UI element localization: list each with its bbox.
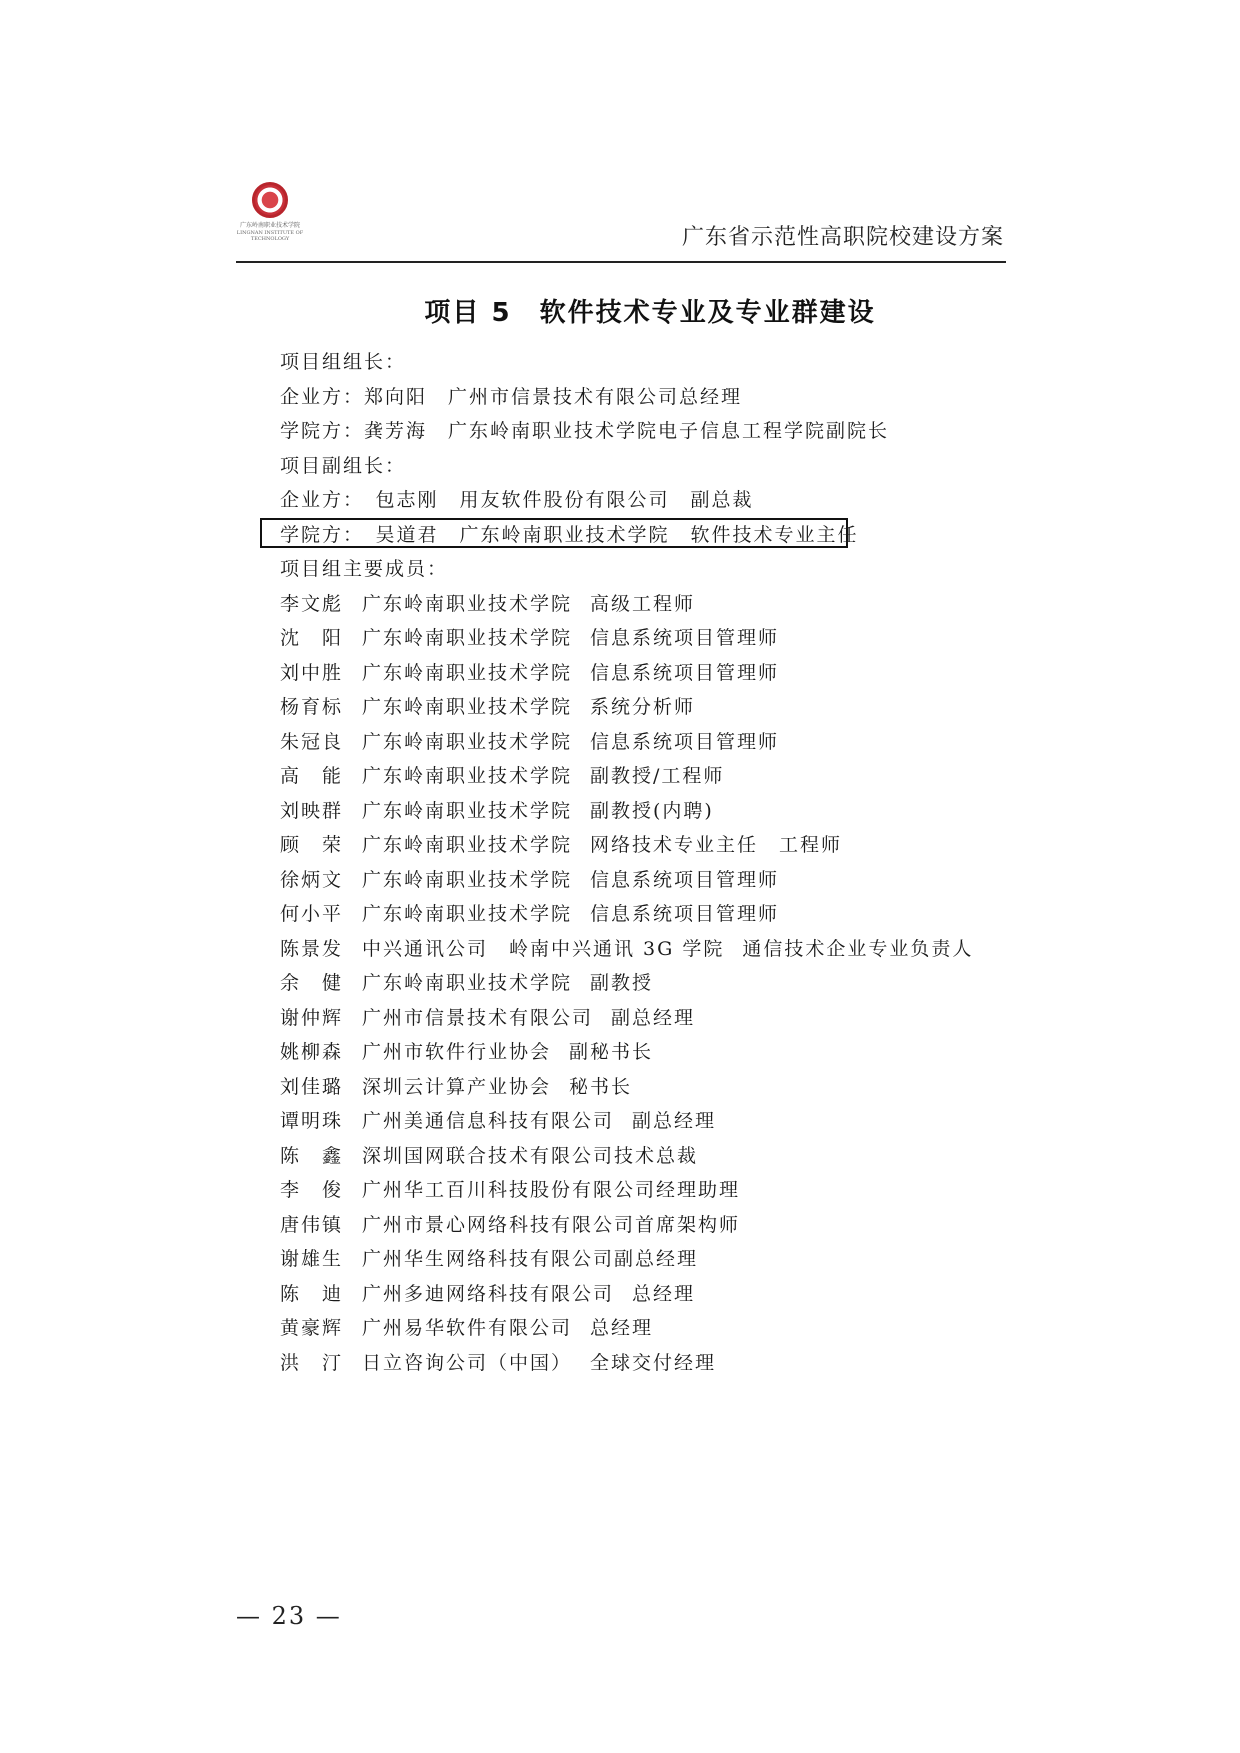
member-name: 黄豪辉 xyxy=(280,1317,344,1339)
member-name: 谢雄生 xyxy=(280,1248,344,1270)
member-title: 网络技术专业主任 工程师 xyxy=(590,834,843,856)
member-list xyxy=(280,345,1040,1380)
member-name: 谢仲辉 xyxy=(280,1006,344,1029)
member-organization: 广东岭南职业技术学院 xyxy=(362,730,573,753)
logo-caption: 广东岭南职业技术学院 xyxy=(239,222,300,229)
member-title: 信息系统项目管理师 xyxy=(590,868,780,891)
member-organization: 广东岭南职业技术学院 xyxy=(362,972,573,994)
member-name: 陈 鑫 xyxy=(280,1144,344,1167)
member-name: 刘佳璐 xyxy=(280,1075,344,1098)
member-row xyxy=(280,1070,1040,1105)
member-title: 信息系统项目管理师 xyxy=(590,903,780,925)
member-name: 谭明珠 xyxy=(280,1110,344,1132)
member-title: 通信技术企业专业负责人 xyxy=(742,937,974,960)
member-title: 全球交付经理 xyxy=(590,1351,717,1374)
member-organization: 广东岭南职业技术学院 xyxy=(362,696,573,718)
member-row xyxy=(280,690,1040,725)
deputy-college: 学院方： 吴道君 广东岭南职业技术学院 软件技术专业主任 xyxy=(280,523,859,546)
college-seal-icon xyxy=(252,182,288,218)
member-name: 李 俊 xyxy=(280,1179,344,1201)
member-row xyxy=(280,1242,1040,1277)
member-organization: 广州华工百川科技股份有限公司经理助理 xyxy=(362,1179,741,1201)
member-name: 杨育标 xyxy=(280,696,344,718)
member-organization: 日立咨询公司（中国） xyxy=(362,1351,573,1374)
logo-caption-en: LINGNAN INSTITUTE OF TECHNOLOGY xyxy=(236,230,304,242)
member-row xyxy=(280,1277,1040,1312)
member-row xyxy=(280,794,1040,829)
member-title: 信息系统项目管理师 xyxy=(590,627,780,649)
members-label: 项目组主要成员： xyxy=(280,558,449,580)
member-row xyxy=(280,587,1040,622)
member-organization: 广东岭南职业技术学院 xyxy=(362,661,573,684)
member-name: 顾 荣 xyxy=(280,834,344,856)
member-row xyxy=(280,1139,1040,1174)
member-name: 姚柳森 xyxy=(280,1041,344,1063)
member-organization: 广东岭南职业技术学院 xyxy=(362,627,573,649)
member-row xyxy=(280,828,1040,863)
member-organization: 广东岭南职业技术学院 xyxy=(362,868,573,891)
leader-college: 学院方：龚芳海 广东岭南职业技术学院电子信息工程学院副院长 xyxy=(280,420,890,442)
member-organization: 广州市景心网络科技有限公司首席架构师 xyxy=(362,1213,741,1236)
member-name: 沈 阳 xyxy=(280,627,344,649)
member-title: 副总经理 xyxy=(611,1006,696,1029)
member-row xyxy=(280,1001,1040,1036)
member-name: 余 健 xyxy=(280,972,344,994)
member-organization: 广东岭南职业技术学院 xyxy=(362,765,573,787)
member-row xyxy=(280,1208,1040,1243)
member-organization: 广州多迪网络科技有限公司 xyxy=(362,1282,615,1305)
member-name: 高 能 xyxy=(280,765,344,787)
member-row xyxy=(280,759,1040,794)
member-row xyxy=(280,863,1040,898)
header-divider xyxy=(236,261,1006,263)
deputy-enterprise: 企业方： 包志刚 用友软件股份有限公司 副总裁 xyxy=(280,489,754,511)
member-title: 副教授/工程师 xyxy=(590,765,725,787)
member-row xyxy=(280,1035,1040,1070)
member-name: 陈景发 xyxy=(280,937,344,960)
member-organization: 广州易华软件有限公司 xyxy=(362,1317,573,1339)
member-organization: 广州华生网络科技有限公司副总经理 xyxy=(362,1248,699,1270)
member-title: 信息系统项目管理师 xyxy=(590,730,780,753)
member-title: 秘书长 xyxy=(569,1075,633,1098)
page-number: — 23 — xyxy=(236,1602,342,1630)
member-row xyxy=(280,1173,1040,1208)
member-organization: 深圳国网联合技术有限公司技术总裁 xyxy=(362,1144,699,1167)
member-name: 洪 汀 xyxy=(280,1351,344,1374)
page-title: 项目 5 软件技术专业及专业群建设 xyxy=(424,298,876,328)
member-title: 副教授(内聘) xyxy=(590,799,714,822)
member-name: 刘中胜 xyxy=(280,661,344,684)
member-title: 高级工程师 xyxy=(590,592,696,615)
member-row xyxy=(280,656,1040,691)
member-organization: 广东岭南职业技术学院 xyxy=(362,592,573,615)
member-name: 朱冠良 xyxy=(280,730,344,753)
member-title: 副总经理 xyxy=(632,1110,717,1132)
member-name: 陈 迪 xyxy=(280,1282,344,1305)
member-name: 唐伟镇 xyxy=(280,1213,344,1236)
header-title: 广东省示范性高职院校建设方案 xyxy=(681,225,1004,250)
group-leader-label: 项目组组长： xyxy=(280,351,407,373)
member-organization: 广东岭南职业技术学院 xyxy=(362,834,573,856)
member-row xyxy=(280,1104,1040,1139)
member-name: 李文彪 xyxy=(280,592,344,615)
member-row xyxy=(280,1346,1040,1381)
deputy-leader-label: 项目副组长： xyxy=(280,454,407,477)
member-title: 副教授 xyxy=(590,972,654,994)
member-name: 刘映群 xyxy=(280,799,344,822)
member-title: 信息系统项目管理师 xyxy=(590,661,780,684)
member-row xyxy=(280,621,1040,656)
member-row xyxy=(280,897,1040,932)
leader-enterprise: 企业方：郑向阳 广州市信景技术有限公司总经理 xyxy=(280,385,743,408)
member-organization: 广东岭南职业技术学院 xyxy=(362,799,573,822)
member-organization: 广东岭南职业技术学院 xyxy=(362,903,573,925)
member-row xyxy=(280,1311,1040,1346)
member-row xyxy=(280,932,1040,967)
member-name: 徐炳文 xyxy=(280,868,344,891)
member-organization: 深圳云计算产业协会 xyxy=(362,1075,552,1098)
member-name: 何小平 xyxy=(280,903,344,925)
member-title: 系统分析师 xyxy=(590,696,696,718)
member-title: 总经理 xyxy=(632,1282,696,1305)
member-organization: 广州市软件行业协会 xyxy=(362,1041,552,1063)
member-organization: 中兴通讯公司 岭南中兴通讯 3G 学院 xyxy=(362,937,725,960)
member-organization: 广州美通信息科技有限公司 xyxy=(362,1110,615,1132)
member-row xyxy=(280,966,1040,1001)
member-title: 总经理 xyxy=(590,1317,654,1339)
college-logo xyxy=(236,182,304,246)
member-organization: 广州市信景技术有限公司 xyxy=(362,1006,594,1029)
member-title: 副秘书长 xyxy=(569,1041,654,1063)
member-row xyxy=(280,725,1040,760)
